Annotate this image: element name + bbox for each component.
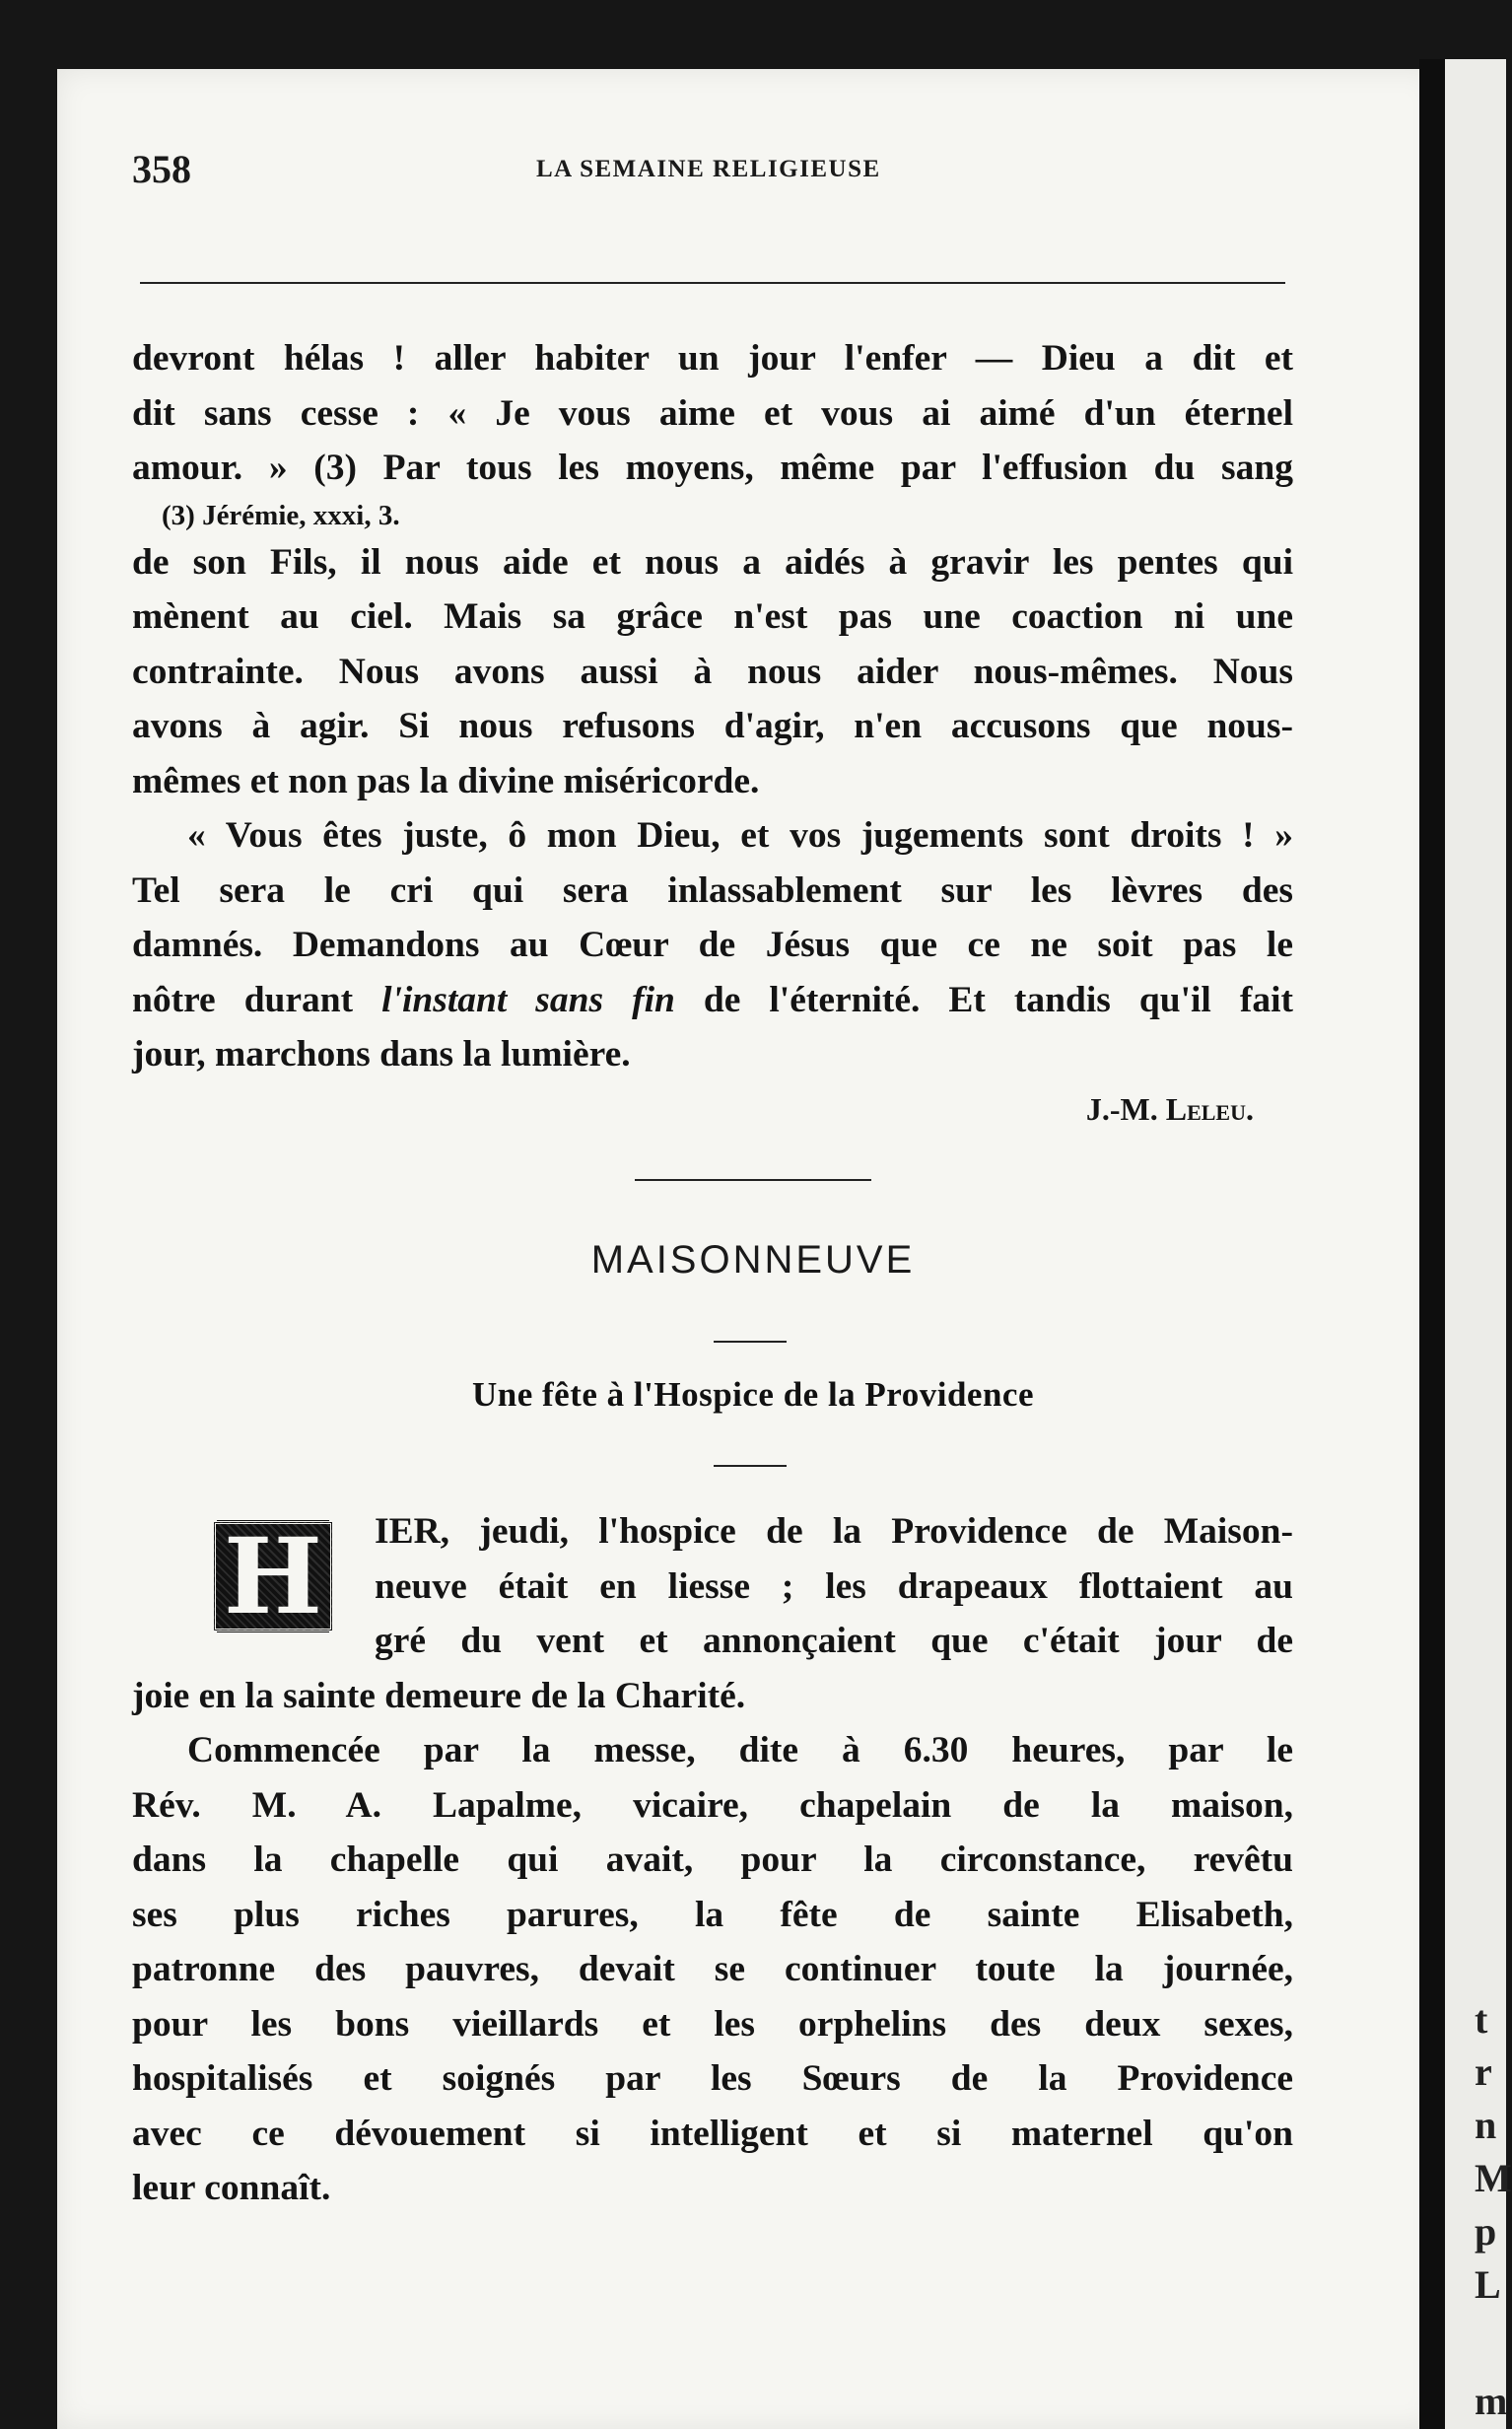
next-page-fragment: m: [1475, 2379, 1508, 2423]
footnote: (3) Jérémie, xxxi, 3.: [162, 499, 400, 531]
next-page-fragment: n: [1475, 2103, 1497, 2147]
text-line: hospitalisés et soignés par les Sœurs de la Providence: [132, 2058, 1293, 2099]
article-continuation: [132, 331, 1293, 1137]
text-line: mêmes et non pas la divine miséricorde.: [132, 760, 760, 801]
text-line: pour les bons vieillards et les orphelins des deux sexes,: [132, 2003, 1293, 2045]
text-line: ses plus riches parures, la fête de sainte Elisabeth,: [132, 1894, 1293, 1935]
next-page-fragment: t: [1475, 1997, 1488, 2042]
text-line: Tel sera le cri qui sera inlassablement sur les lèvres des: [132, 869, 1293, 911]
text-line: Commencée par la messe, dite à 6.30 heures, par le: [187, 1730, 1293, 1770]
text-line: IER, jeudi, l'hospice de la Providence de Maison-: [375, 1511, 1293, 1552]
section-title: MAISONNEUVE: [590, 1238, 916, 1282]
text-line: patronne des pauvres, devait se continuer toute la journée,: [132, 1949, 1293, 1989]
text-line: damnés. Demandons au Cœur de Jésus que ce ne soit pas le: [132, 925, 1293, 965]
dropcap-initial: H: [217, 1520, 329, 1632]
title-rule: [714, 1341, 787, 1343]
text-line: joie en la sainte demeure de la Charité.: [132, 1675, 746, 1716]
page-number: 358: [132, 147, 191, 191]
text-line: jour, marchons dans la lumière.: [132, 1034, 631, 1075]
text-line: avec ce dévouement si intelligent et si maternel qu'on: [132, 2113, 1293, 2154]
text-line: leur connaît.: [132, 2168, 331, 2208]
text-line: Rév. M. A. Lapalme, vicaire, chapelain de la maison,: [132, 1784, 1293, 1826]
next-page-fragment: p: [1475, 2209, 1497, 2254]
next-page-fragment: M: [1475, 2156, 1512, 2200]
text-line: nôtre durant l'instant sans fin de l'éternité. Et tandis qu'il fait: [132, 979, 1293, 1020]
text-line: contrainte. Nous avons aussi à nous aider nous-mêmes. Nous: [132, 651, 1293, 692]
header-rule: [140, 282, 1285, 284]
text-line: mènent au ciel. Mais sa grâce n'est pas une coaction ni une: [132, 596, 1293, 637]
text-line: de son Fils, il nous aide et nous a aidés à gravir les pentes qui: [132, 541, 1293, 583]
next-page-fragment: r: [1475, 2049, 1492, 2094]
section-separator: [635, 1179, 871, 1181]
text-line: neuve était en liesse ; les drapeaux flottaient au: [375, 1565, 1293, 1607]
signature: J.-M. Leleu.: [1085, 1090, 1254, 1127]
text-line: gré du vent et annonçaient que c'était jour de: [375, 1621, 1293, 1661]
text-line: amour. » (3) Par tous les moyens, même par l'effusion du sang: [132, 448, 1293, 488]
text-line: dit sans cesse : « Je vous aime et vous ai aimé d'un éternel: [132, 392, 1293, 434]
text-line: « Vous êtes juste, ô mon Dieu, et vos jugements sont droits ! »: [187, 815, 1293, 856]
text-line: dans la chapelle qui avait, pour la circonstance, revêtu: [132, 1839, 1293, 1880]
text-line: avons à agir. Si nous refusons d'agir, n'en accusons que nous-: [132, 706, 1293, 746]
text-line: devront hélas ! aller habiter un jour l'enfer — Dieu a dit et: [132, 338, 1293, 379]
subtitle-rule: [714, 1465, 787, 1467]
running-head: LA SEMAINE RELIGIEUSE: [536, 156, 881, 182]
article-subtitle: Une fête à l'Hospice de la Providence: [472, 1375, 1034, 1414]
article-body: [132, 1504, 1293, 2216]
next-page-fragment: L: [1475, 2262, 1501, 2307]
page-header: [132, 146, 1285, 205]
italic-phrase: l'instant sans fin: [381, 979, 675, 1020]
